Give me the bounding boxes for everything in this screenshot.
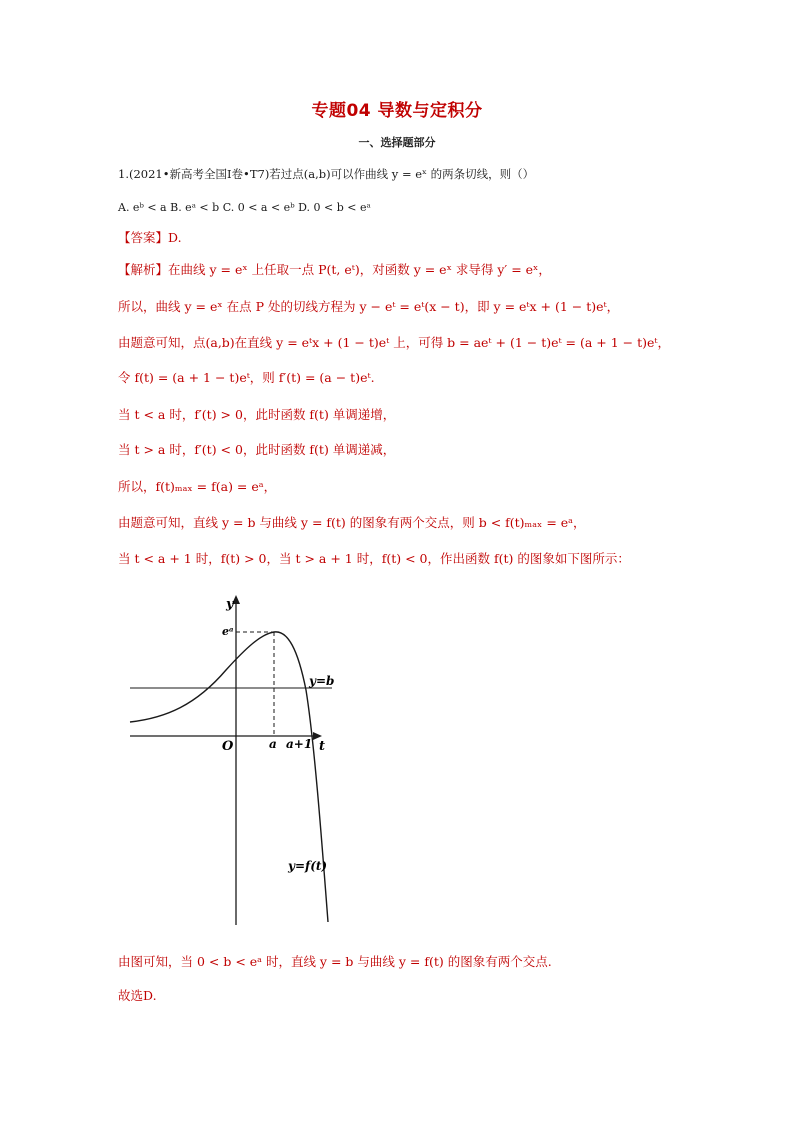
conclusion-text: 由图可知，当 0 < b < eᵃ 时，直线 y = b 与曲线 y = f(t) 的图象有两个交点. (118, 954, 552, 969)
analysis-line-8: 由题意可知，直线 y = b 与曲线 y = f(t) 的图象有两个交点，则 b < f(t)ₘₐₓ = eᵃ， (118, 515, 586, 530)
analysis-line-7: 所以，f(t)ₘₐₓ = f(a) = eᵃ， (118, 479, 277, 494)
origin-label: O (222, 739, 234, 754)
analysis-tag: 【解析】 (118, 262, 169, 277)
section-heading: 一、选择题部分 (358, 136, 436, 149)
t-axis-label: t (319, 739, 326, 754)
analysis-text: 在曲线 y = eˣ 上任取一点 P(t, eᵗ)，对函数 y = eˣ 求导得 y′ = eˣ， (168, 262, 551, 277)
page-title: 专题04 导数与定积分 (311, 101, 483, 121)
analysis-line-1 (118, 260, 551, 278)
answer-line (118, 228, 182, 246)
analysis-line-2: 所以，曲线 y = eˣ 在点 P 处的切线方程为 y − eᵗ = eᵗ(x − t)，即 y = eᵗx + (1 − t)eᵗ， (118, 299, 620, 314)
y-axis-label: y (226, 597, 234, 612)
final-answer: 故选D. (118, 988, 157, 1003)
answer-text: 【答案】D. (118, 230, 182, 245)
question-text: 1.(2021•新高考全国Ⅰ卷•T7)若过点(a,b)可以作曲线 y = eˣ 的两条切线，则（） (118, 167, 535, 181)
a-plus-1-label: a+1 (286, 737, 313, 751)
curve-label: y=f(t) (288, 859, 328, 873)
analysis-line-5: 当 t < a 时，f′(t) > 0，此时函数 f(t) 单调递增， (118, 407, 396, 422)
a-label: a (269, 737, 277, 751)
analysis-line-3: 由题意可知，点(a,b)在直线 y = eᵗx + (1 − t)eᵗ 上，可得 b = aeᵗ + (1 − t)eᵗ = (a + 1 − t)eᵗ， (118, 335, 670, 350)
analysis-line-6: 当 t > a 时，f′(t) < 0，此时函数 f(t) 单调递减， (118, 442, 396, 457)
function-graph (126, 590, 346, 930)
answer-options: A. eᵇ < a B. eᵃ < b C. 0 < a < eᵇ D. 0 < b < eᵃ (118, 201, 371, 214)
peak-label: eᵃ (222, 625, 234, 638)
analysis-line-4: 令 f(t) = (a + 1 − t)eᵗ，则 f′(t) = (a − t)eᵗ. (118, 370, 375, 385)
curve-f-of-t (130, 632, 328, 922)
line-label: y=b (309, 674, 335, 688)
analysis-line-9: 当 t < a + 1 时，f(t) > 0，当 t > a + 1 时，f(t) < 0，作出函数 f(t) 的图象如下图所示： (118, 551, 630, 566)
